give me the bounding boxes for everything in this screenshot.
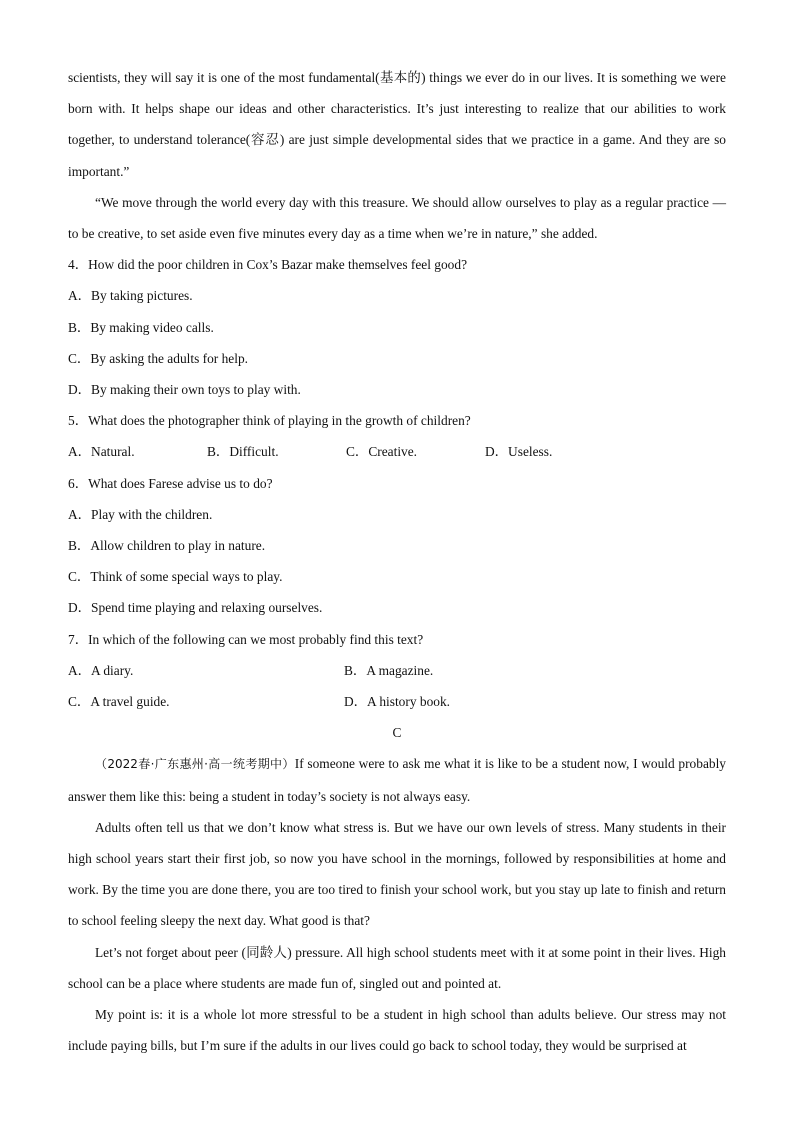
question-7-option-d: D．A history book. [344,694,451,710]
question-7-option-b: B．A magazine. [344,662,434,678]
question-5-stem: 5．What does the photographer think of playing in the growth of children? [68,413,471,429]
section-c-paragraph-4: My point is: it is a whole lot more stressful to be a student in high school than adults believe. Our stress may not include paying bills, but I’m sure if the adults in our lives could go back to school today, they would be surprised at [68,1007,726,1054]
question-6-stem: 6．What does Farese advise us to do? [68,475,273,491]
question-4-option-d: D．By making their own toys to play with. [68,382,301,398]
question-6-option-c: C．Think of some special ways to play. [68,569,283,585]
passage-b-paragraph-2: “We move through the world every day with this treasure. We should allow ourselves to play as a regular practice — to be creative, to set aside even five minutes every day as a time when we’re in nature,” she added. [68,194,726,242]
question-6-option-a: A．Play with the children. [68,506,213,522]
question-5-option-d: D．Useless. [485,444,553,460]
question-7-stem: 7．In which of the following can we most probably find this text? [68,631,424,647]
passage-b-paragraph-1: scientists, they will say it is one of the most fundamental(基本的) things we ever do in our lives. It is something we were born with. It helps shape our ideas and other characteristics. It’s just interesting to realize that our abilities to work together, to understand tolerance(容忍) are just simple developmental sides that we practice in a game. And they are so important.” [68,70,726,179]
section-c-paragraph-2: Adults often tell us that we don’t know what stress is. But we have our own levels of stress. Many students in their high school years start their first job, so now you have school in the mornings, followed by responsibilities at home and work. By the time you are done there, you are too tired to finish your school work, but you stay up late to finish and return to school feeling sleepy the next day. What good is that? [68,819,726,929]
section-c-paragraph-3: Let’s not forget about peer (同龄人) pressure. All high school students meet with it at some point in their lives. High school can be a place where students are made fun of, singled out and pointed at. [68,944,726,991]
question-7-option-c: C．A travel guide. [68,694,170,710]
question-7-options-row-2 [68,686,726,717]
question-4-option-b: B．By making video calls. [68,319,214,335]
section-c-paragraph-1-text: If someone were to ask me what it is like to be a student now, I would probably answer them like this: being a student in today’s society is not always easy. [68,756,727,804]
question-7-option-a: A．A diary. [68,662,134,678]
question-5-option-b: B．Difficult. [207,444,279,460]
section-c-source: （2022春·广东惠州·高一统考期中） [95,757,295,772]
question-7-options-row-1 [68,655,726,686]
question-5-option-a: A．Natural. [68,444,135,460]
question-6-option-d: D．Spend time playing and relaxing ourselves. [68,600,323,616]
question-4-option-c: C．By asking the adults for help. [68,350,249,366]
question-4-option-a: A．By taking pictures. [68,288,193,304]
question-6-option-b: B．Allow children to play in nature. [68,538,266,554]
section-c-heading: C [392,725,402,741]
question-5-options [68,436,726,467]
question-5-option-c: C．Creative. [346,444,418,460]
section-c-paragraph-1 [68,748,726,811]
question-4-stem: 4．How did the poor children in Cox’s Bazar make themselves feel good? [68,257,468,273]
document-page [68,62,726,1062]
